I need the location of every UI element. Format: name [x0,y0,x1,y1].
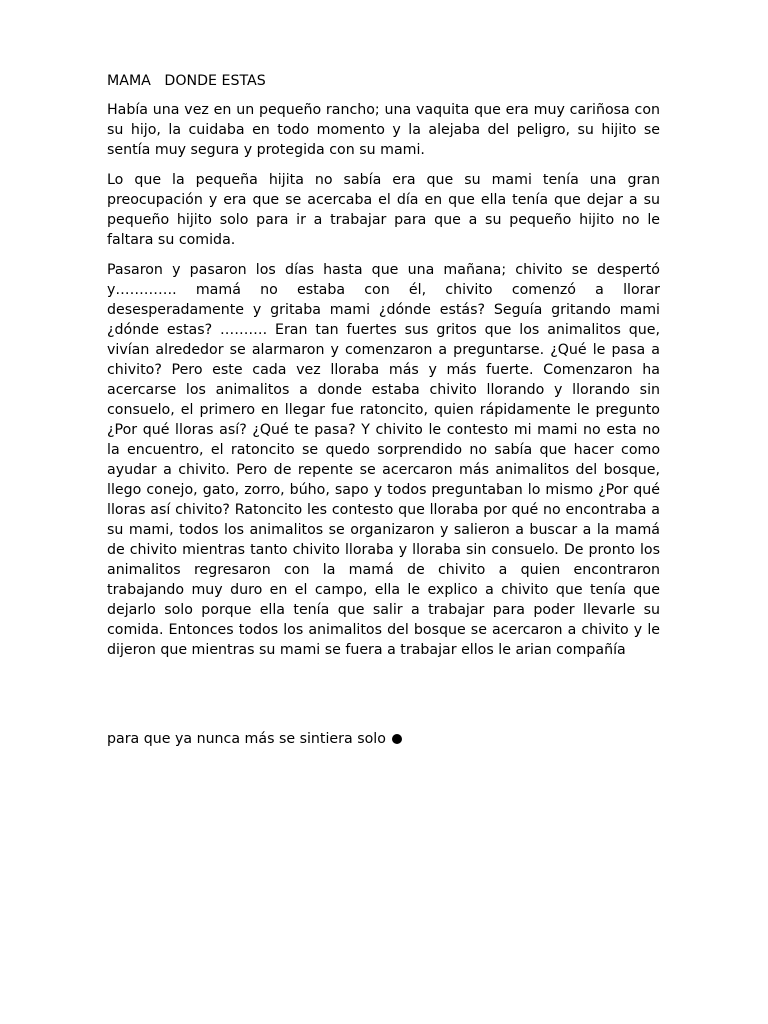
paragraph-3: Pasaron y pasaron los días hasta que una mañana; chivito se despertó y…………. mamá no estaba con él, chivito comenzó a llorar desesperadamente y gritaba mami ¿dónde estás? Seguía gritando mami ¿dónde estas? ………. Eran tan fuertes sus gritos que los animalitos que, vivían alrededor se alarmaron y comenzaron a preguntarse. ¿Qué le pasa a chivito? Pero este cada vez lloraba más y más fuerte. Comenzaron ha acercarse los animalitos a donde estaba chivito llorando y llorando sin consuelo, el primero en llegar fue ratoncito, quien rápidamente le pregunto ¿Por qué lloras así? ¿Qué te pasa? Y chivito le contesto mi mami no esta no la encuentro, el ratoncito se quedo sorprendido no sabía que hacer como ayudar a chivito. Pero de repente se acercaron más animalitos del bosque, llego conejo, gato, zorro, búho, sapo y todos preguntaban lo mismo ¿Por qué lloras así chivito? Ratoncito les contesto que lloraba por qué no encontraba a su mami, todos los animalitos se organizaron y salieron a buscar a la mamá de chivito mientras tanto chivito lloraba y lloraba sin consuelo. De pronto los animalitos regresaron con la mamá de chivito a quien encontraron trabajando muy duro en el campo, ella le explico a chivito que tenía que dejarlo solo porque ella tenía que salir a trabajar para poder llevarle su comida. Entonces todos los animalitos del bosque se acercaron a chivito y le dijeron que mientras su mami se fuera a trabajar ellos le arian compañía [107,262,660,658]
closing-line-text: para que ya nunca más se sintiera solo [107,731,386,747]
paragraph-1: Había una vez en un pequeño rancho; una vaquita que era muy cariñosa con su hijo, la cuidaba en todo momento y la alejaba del peligro, su hijito se sentía muy segura y protegida con su mami. [107,102,660,158]
bullet-icon [392,734,402,744]
closing-line [107,729,402,749]
paragraph-2: Lo que la pequeña hijita no sabía era que su mami tenía una gran preocupación y era que se acercaba el día en que ella tenía que dejar a su pequeño hijito solo para ir a trabajar para que a su pequeño hijito no le faltara su comida. [107,172,660,248]
document-title: MAMA DONDE ESTAS [107,73,266,89]
